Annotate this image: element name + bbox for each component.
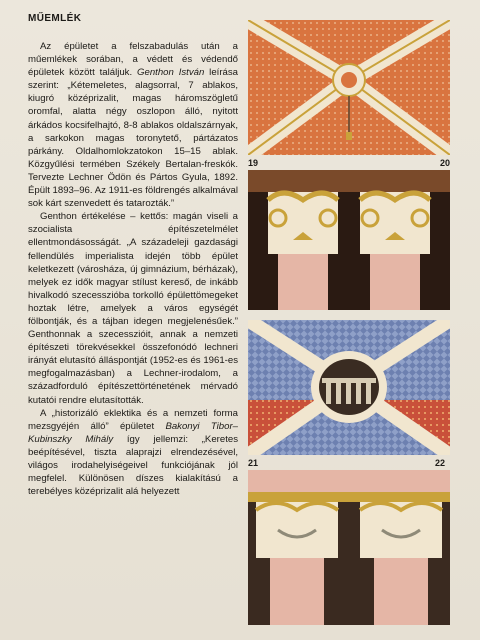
section-title: MŰEMLÉK [28,13,82,24]
photo-column-capitals-lower [248,470,450,625]
author-name: Bakonyi Tibor–Kubinszky Mihály [28,420,238,445]
text-run: Az épületet a felszabadulás után a műemlékek sorában, a védett és védendő épületek között találjuk. [28,41,238,79]
text-run: leírása szerint: „Kétemeletes, alagsorral, 7 ablakos, kiugró középrizalit, magas háromszögletű oromfal, alatta négy oszlopon álló, nyitott árkádos kocsifelhajtó, 8-8 ablakos oldalszárnyak, a sarkokon magas toronytető, pártázatos párkány. Oldalhomlokzatokon 15–15 ablak. Közgyűlési termében Székely Bertalan-freskók. Tervezte Lechner Ödön és Pártos Gyula, 1892. Épült 1893–96. Az 1911-es földrengés alkalmával sok kárt szenvedett és tatarozták.” [28,67,238,210]
paragraph [28,407,238,499]
caption-19: 19 [248,158,259,168]
paragraph [28,40,238,210]
text-run: Genthon értékelése – kettős: magán viseli a szocialista építészetelmélet ellentmondásosságát. „A századeleji gazdasági fellendülés imperialista idején több épület keletkezett (városháza, új gimnázium, bérházak), melyek ez idők magyar stílust kereső, de inkább hivalkodó szecesszióba torkolló épülettömegeket hoztak létre, amelyek a város egységét fölbontják, és a tájban idegen megjelenésűek.” Genthonnak a szecesszióit, annak a nemzeti építészeti törekvésekkel összefonódó lechneri irányát elutasító álláspontját (1952-es és 1961-es megfogalmazásban) a Lechner-irodalom, a századforduló építészettörténetének mérvadó kutatói rendre elutasították. [28,211,238,406]
caption-21: 21 [248,458,259,468]
caption-20: 20 [440,158,451,168]
author-name: Genthon István [137,67,205,79]
photo-vault-oculus [248,320,450,455]
photo-vault-ceiling-upper [248,20,450,155]
caption-22: 22 [435,458,446,468]
text-run: A „historizáló eklektika és a nemzeti forma mezsgyéjén álló” épületet [28,407,238,432]
paragraph [28,210,238,406]
photo-column-capitals-upper [248,170,450,310]
text-run: így jellemzi: „Keretes beépítésével, tiszta alaprajzi elrendezésével, világos irodahelyiségeivel funkciójának jól megfelel. Különösen díszes kialakítású a terebélyes középrizalit alá helyezett [28,433,238,498]
body-text [28,40,238,498]
